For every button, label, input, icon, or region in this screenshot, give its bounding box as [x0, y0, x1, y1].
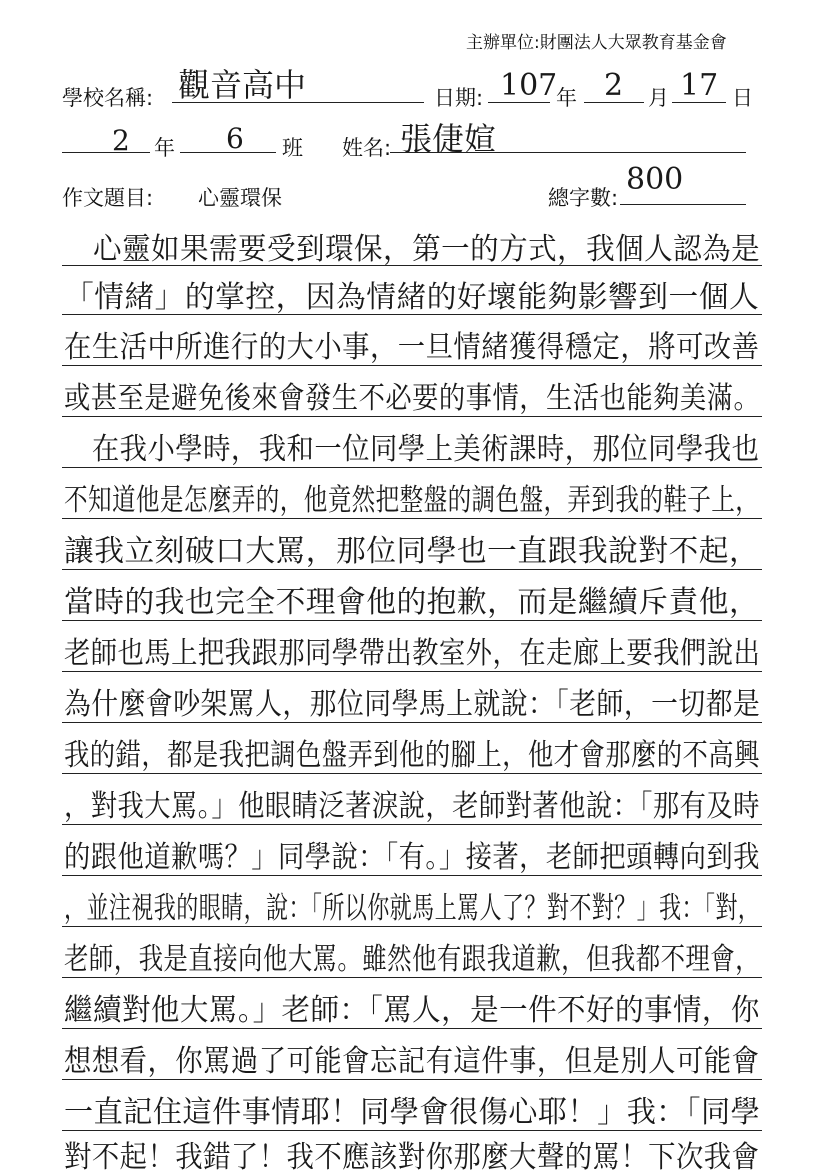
grade-value: 2	[112, 124, 130, 157]
school-value: 觀音高中	[178, 66, 307, 104]
essay-line: 在我小學時，我和一位同學上美術課時，那位同學我也	[64, 432, 760, 467]
class-value: 6	[226, 122, 244, 155]
school-label: 學校名稱:	[62, 86, 154, 110]
topic-label: 作文題目:	[62, 186, 154, 210]
date-day-value: 17	[680, 68, 719, 103]
class-underline	[180, 152, 276, 153]
essay-line: ，並注視我的眼睛，說：「所以你就馬上罵人了？對不對？」我：「對，	[64, 891, 761, 926]
essay-line: 為什麼會吵架罵人，那位同學馬上就說：「老師，一切都是	[64, 687, 761, 722]
essay-line: 讓我立刻破口大罵，那位同學也一直跟我說對不起，	[64, 534, 760, 569]
essay-line: 想想看，你罵過了可能會忘記有這件事，但是別人可能會	[64, 1044, 760, 1079]
year-label: 年	[556, 86, 577, 110]
date-label: 日期:	[434, 86, 484, 110]
date-year-underline	[488, 102, 550, 103]
name-underline	[390, 152, 746, 153]
topic-value: 心靈環保	[198, 186, 282, 210]
date-month-value: 2	[604, 68, 624, 103]
month-label: 月	[648, 86, 669, 110]
school-underline	[172, 102, 424, 103]
name-value: 張倢媗	[400, 120, 497, 158]
essay-line: 我的錯，都是我把調色盤弄到他的腳上，他才會那麼的不高興	[64, 738, 760, 773]
essay-line: 不知道他是怎麼弄的，他竟然把整盤的調色盤，弄到我的鞋子上，	[64, 483, 760, 518]
essay-line: 心靈如果需要受到環保，第一的方式，我個人認為是	[64, 232, 761, 267]
essay-line: 對不起！我錯了！我不應該對你那麼大聲的罵！下次我會	[64, 1140, 760, 1175]
grade-label: 年	[154, 136, 175, 160]
wordcount-label: 總字數:	[548, 186, 619, 210]
essay-line: 老師也馬上把我跟那同學帶出教室外，在走廊上要我們說出	[64, 636, 761, 671]
day-label: 日	[732, 86, 753, 110]
grade-underline	[62, 152, 150, 153]
wordcount-value: 800	[626, 162, 684, 197]
essay-line: ，對我大罵。」他眼睛泛著淚說，老師對著他說：「那有及時	[64, 789, 760, 824]
organizer-text: 主辦單位:財團法人大眾教育基金會	[466, 33, 727, 53]
essay-line: 老師，我是直接向他大罵。雖然他有跟我道歉，但我都不理會，	[64, 942, 761, 977]
essay-line: 「情緒」的掌控，因為情緒的好壞能夠影響到一個人	[64, 280, 760, 315]
name-label: 姓名:	[342, 136, 392, 160]
essay-line: 在生活中所進行的大小事，一旦情緒獲得穩定，將可改善	[64, 330, 760, 365]
wordcount-underline	[620, 204, 746, 205]
date-month-underline	[584, 102, 644, 103]
essay-line: 一直記住這件事情耶！同學會很傷心耶！」我：「同學	[64, 1095, 761, 1130]
essay-line: 當時的我也完全不理會他的抱歉，而是繼續斥責他，	[64, 585, 760, 620]
essay-line: 的跟他道歉嗎？」同學說：「有。」接著，老師把頭轉向到我	[64, 840, 760, 875]
essay-line: 或甚至是避免後來會發生不必要的事情，生活也能夠美滿。	[64, 381, 761, 416]
date-day-underline	[672, 102, 726, 103]
date-year-value: 107	[500, 68, 558, 103]
essay-line: 繼續對他大罵。」老師：「罵人，是一件不好的事情，你	[64, 993, 760, 1028]
class-label: 班	[282, 136, 303, 160]
